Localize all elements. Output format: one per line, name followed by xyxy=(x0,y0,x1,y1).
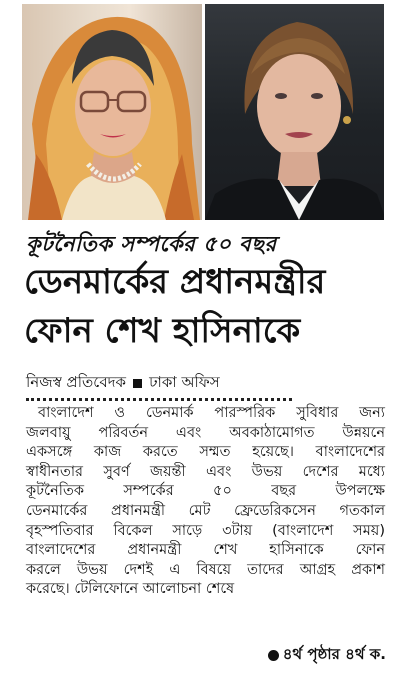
photo-sheikh-hasina xyxy=(22,4,202,220)
photo-mette-frederiksen xyxy=(205,4,385,220)
body-line: করলে উভয় দেশই এ বিষয়ে তাদের আগ্রহ প্রকাশ xyxy=(26,561,385,578)
byline xyxy=(26,371,386,396)
kicker: কূটনৈতিক সম্পর্কের ৫০ বছর xyxy=(26,231,277,256)
continued-on-page xyxy=(268,643,386,668)
body-line: কূটনৈতিক সম্পর্কের ৫০ বছর উপলক্ষে xyxy=(26,483,385,500)
round-bullet-icon xyxy=(268,650,279,661)
headline-line-1: ডেনমার্কের প্রধানমন্ত্রীর xyxy=(24,262,326,302)
dotted-divider xyxy=(26,398,292,401)
byline-desk: ঢাকা অফিস xyxy=(149,373,220,391)
continued-label: ৪র্থ পৃষ্ঠার ৪র্থ ক. xyxy=(282,645,386,663)
body-line: বাংলাদেশ ও ডেনমার্ক পারস্পরিক সুবিধার জন্য xyxy=(38,405,385,421)
article-body xyxy=(26,404,385,600)
photo-strip xyxy=(22,4,384,220)
body-line: বৃহস্পতিবার বিকেল সাড়ে ৩টায় (বাংলাদেশ সময়) xyxy=(26,522,385,539)
body-line: স্বাধীনতার সুবর্ণ জয়ন্তী এবং উভয় দেশের মধ্যে xyxy=(26,463,385,480)
headline-line-2: ফোন শেখ হাসিনাকে xyxy=(24,311,301,351)
square-bullet-icon xyxy=(133,379,142,388)
portrait-hasina-graphic xyxy=(22,4,200,220)
body-line: একসঙ্গে কাজ করতে সম্মত হয়েছে। বাংলাদেশের xyxy=(26,444,385,461)
portrait-frederiksen-graphic xyxy=(205,4,385,220)
body-line: জলবায়ু পরিবর্তন এবং অবকাঠামোগত উন্নয়নে xyxy=(26,424,385,441)
body-line: করেছে। টেলিফোনে আলোচনা শেষে xyxy=(26,581,235,598)
byline-reporter: নিজস্ব প্রতিবেদক xyxy=(26,373,127,391)
headline xyxy=(24,258,386,356)
body-line: বাংলাদেশের প্রধানমন্ত্রী শেখ হাসিনাকে ফোন xyxy=(26,542,385,559)
body-line: ডেনমার্কের প্রধানমন্ত্রী মেট ফ্রেডেরিকসেন গতকাল xyxy=(26,502,385,519)
